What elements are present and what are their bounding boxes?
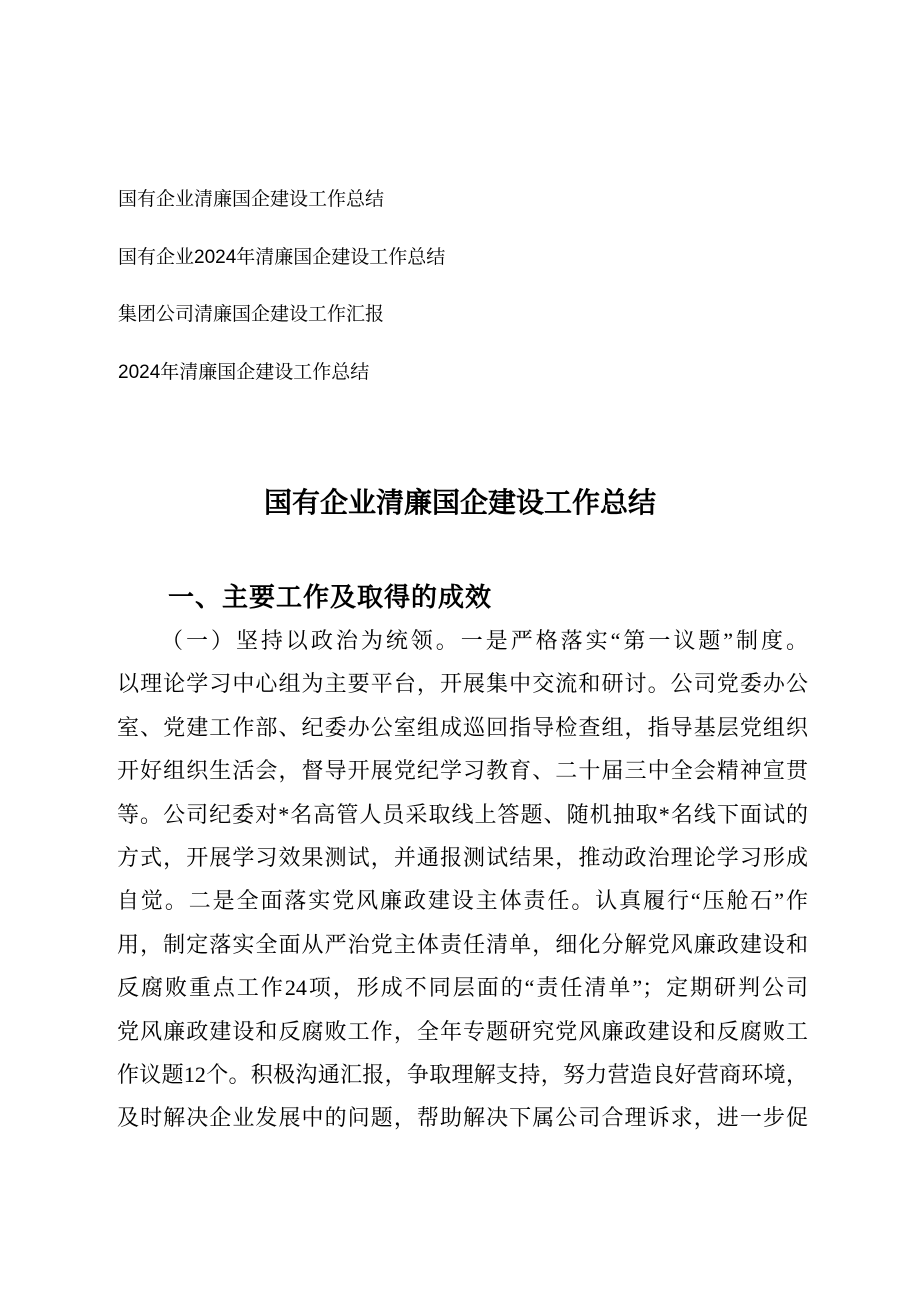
list-item: 国有企业清廉国企建设工作总结 (118, 189, 385, 210)
paragraph-line: 自觉。二是全面落实党风廉政建设主体责任。认真履行“压舱石”作 (117, 888, 808, 914)
section-heading: 一、主要工作及取得的成效 (168, 582, 493, 612)
paragraph-line: 等。公司纪委对*名高管人员采取线上答题、随机抽取*名线下面试的 (117, 801, 808, 827)
paragraph-line: 作议题12个。积极沟通汇报，争取理解支持，努力营造良好营商环境， (117, 1061, 808, 1087)
related-title-list (118, 171, 820, 401)
list-item: 国有企业2024年清廉国企建设工作总结 (118, 246, 446, 268)
paragraph-line: 方式，开展学习效果测试，并通报测试结果，推动政治理论学习形成 (117, 844, 808, 870)
paragraph-line: （一）坚持以政治为统领。一是严格落实“第一议题”制度。 (161, 628, 808, 653)
paragraph-line: 及时解决企业发展中的问题，帮助解决下属公司合理诉求，进一步促 (117, 1105, 808, 1131)
paragraph-line: 开好组织生活会，督导开展党纪学习教育、二十届三中全会精神宣贯 (117, 758, 808, 784)
body-paragraph (117, 619, 808, 1140)
document-title: 国有企业清廉国企建设工作总结 (263, 487, 656, 518)
list-item: 2024年清廉国企建设工作总结 (118, 361, 370, 383)
paragraph-line: 室、党建工作部、纪委办公室组成巡回指导检查组，指导基层党组织 (117, 714, 808, 740)
paragraph-line: 用，制定落实全面从严治党主体责任清单，细化分解党风廉政建设和 (117, 931, 808, 957)
list-item: 集团公司清廉国企建设工作汇报 (118, 304, 385, 325)
paragraph-line: 党风廉政建设和反腐败工作，全年专题研究党风廉政建设和反腐败工 (117, 1018, 808, 1044)
paragraph-line: 以理论学习中心组为主要平台，开展集中交流和研讨。公司党委办公 (117, 671, 808, 697)
paragraph-line: 反腐败重点工作24项，形成不同层面的“责任清单”；定期研判公司 (117, 975, 808, 1001)
